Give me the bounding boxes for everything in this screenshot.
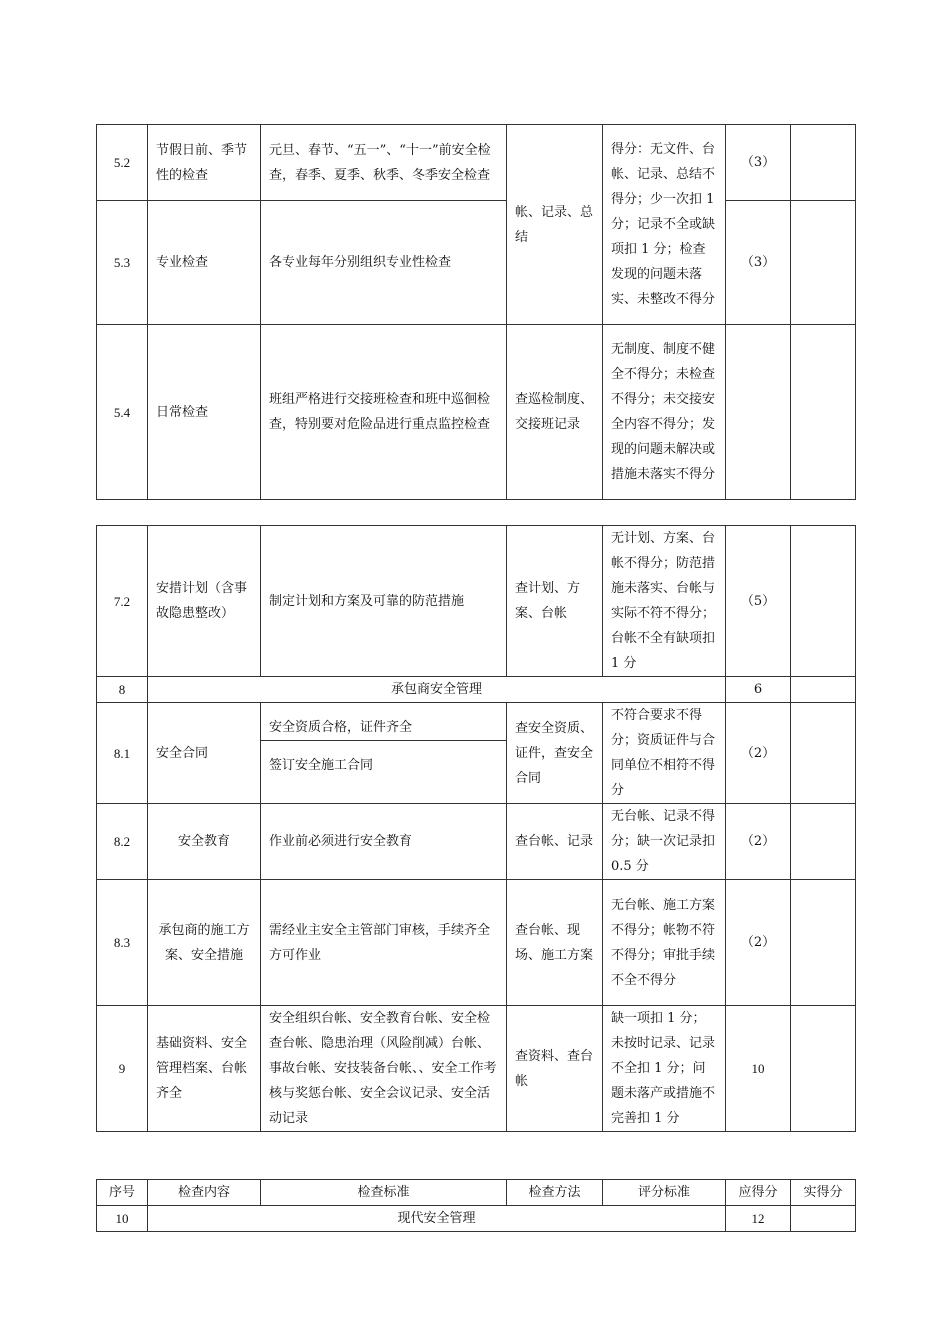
table-row [97,526,856,677]
check-item: 日常检查 [148,325,261,500]
header-actual-score: 实得分 [791,1180,856,1206]
check-method: 帐、记录、总结 [507,125,603,325]
actual-score-cell [791,804,856,880]
due-score: （3） [726,201,791,325]
check-item: 安全合同 [148,703,261,804]
table-header-row [97,1180,856,1206]
row-number: 8.2 [97,804,148,880]
row-number: 8.1 [97,703,148,804]
check-method: 查计划、方案、台帐 [507,526,603,677]
check-standard: 需经业主安全主管部门审核，手续齐全方可作业 [261,880,507,1006]
check-standard [261,703,507,804]
row-number: 7.2 [97,526,148,677]
check-item: 专业检查 [148,201,261,325]
table-row [97,125,856,201]
actual-score-cell [791,325,856,500]
row-number: 5.4 [97,325,148,500]
row-number: 8 [97,677,148,703]
check-method: 查安全资质、证件，查安全合同 [507,703,603,804]
check-item: 安措计划（含事故隐患整改） [148,526,261,677]
header-due-score: 应得分 [726,1180,791,1206]
table-row [97,804,856,880]
header-number: 序号 [97,1180,148,1206]
scoring-criteria: 无台帐、施工方案不得分；帐物不符不得分；审批手续不全不得分 [603,880,726,1006]
scoring-criteria: 无计划、方案、台帐不得分；防范措施未落实、台帐与实际不符不得分；台帐不全有缺项扣 1 分 [603,526,726,677]
table-row [97,1206,856,1232]
section-title: 承包商安全管理 [148,677,726,703]
row-number: 5.3 [97,201,148,325]
scoring-criteria: 无台帐、记录不得分；缺一次记录扣 0.5 分 [603,804,726,880]
check-item: 安全教育 [148,804,261,880]
table-row [97,677,856,703]
header-criteria: 评分标准 [603,1180,726,1206]
check-standard: 作业前必须进行安全教育 [261,804,507,880]
check-method: 查巡检制度、交接班记录 [507,325,603,500]
check-standard: 班组严格进行交接班检查和班中巡徊检查，特别要对危险品进行重点监控检查 [261,325,507,500]
check-standard: 安全组织台帐、安全教育台帐、安全检查台帐、隐患治理（风险削减）台帐、事故台帐、安技装备台帐、、安全工作考核与奖惩台帐、安全会议记录、安全活动记录 [261,1006,507,1132]
check-standard: 元旦、春节、“五一”、“十一”前安全检查，春季、夏季、秋季、冬季安全检查 [261,125,507,201]
due-score-cell [726,325,791,500]
actual-score-cell [791,880,856,1006]
actual-score-cell [791,1206,856,1232]
due-score: （2） [726,703,791,804]
actual-score-cell [791,703,856,804]
row-number: 10 [97,1206,148,1232]
table-row [97,1006,856,1132]
check-standard: 各专业每年分别组织专业性检查 [261,201,507,325]
table-row [97,703,856,804]
due-score: （3） [726,125,791,201]
scoring-criteria: 无制度、制度不健全不得分；未检查不得分；未交接安全内容不得分；发现的问题未解决或措施未落实不得分 [603,325,726,500]
actual-score-cell [791,125,856,201]
due-score: （5） [726,526,791,677]
table-section-7-9 [96,525,856,1132]
table-row [97,201,856,325]
header-method: 检查方法 [507,1180,603,1206]
actual-score-cell [791,1006,856,1132]
actual-score-cell [791,677,856,703]
check-item: 承包商的施工方案、安全措施 [148,880,261,1006]
scoring-criteria: 缺一项扣 1 分；未按时记录、记录不全扣 1 分；问题未落产或措施不完善扣 1 分 [603,1006,726,1132]
check-method: 查台帐、记录 [507,804,603,880]
row-number: 9 [97,1006,148,1132]
scoring-criteria: 得分：无文件、台帐、记录、总结不得分；少一次扣 1 分；记录不全或缺项扣 1 分；检查发现的问题未落实、未整改不得分 [603,125,726,325]
check-method: 查台帐、现场、施工方案 [507,880,603,1006]
header-standard: 检查标准 [261,1180,507,1206]
due-score: （2） [726,880,791,1006]
check-item: 节假日前、季节性的检查 [148,125,261,201]
standard-line: 签订安全施工合同 [269,758,374,773]
table-section-5 [96,124,856,500]
check-item: 基础资料、安全管理档案、台帐齐全 [148,1006,261,1132]
header-content: 检查内容 [148,1180,261,1206]
row-number: 8.3 [97,880,148,1006]
due-score: （2） [726,804,791,880]
check-method: 查资料、查台帐 [507,1006,603,1132]
due-score: 12 [726,1206,791,1232]
due-score: 6 [726,677,791,703]
scoring-criteria: 不符合要求不得分；资质证件与合同单位不相符不得分 [603,703,726,804]
standard-line: 安全资质合格，证件齐全 [261,716,506,741]
table-row [97,880,856,1006]
table-section-10 [96,1179,856,1232]
section-title: 现代安全管理 [148,1206,726,1232]
actual-score-cell [791,526,856,677]
check-standard: 制定计划和方案及可靠的防范措施 [261,526,507,677]
due-score: 10 [726,1006,791,1132]
row-number: 5.2 [97,125,148,201]
actual-score-cell [791,201,856,325]
table-row [97,325,856,500]
